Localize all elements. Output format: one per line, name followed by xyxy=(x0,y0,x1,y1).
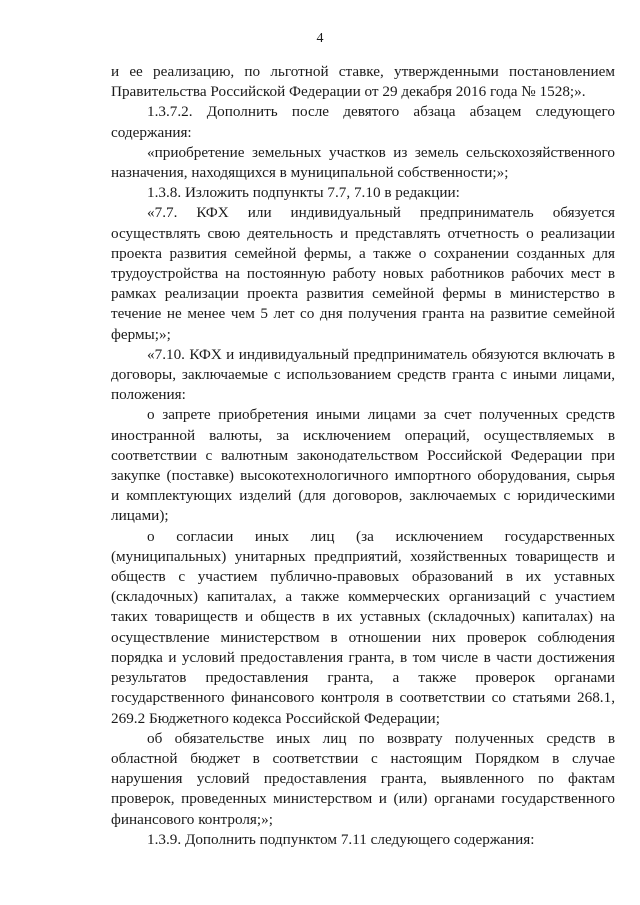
paragraph-1-3-8: 1.3.8. Изложить подпункты 7.7, 7.10 в редакции: xyxy=(147,184,460,202)
document-body xyxy=(111,62,615,850)
paragraph-audit-consent: о согласии иных лиц (за исключением государственных (муниципальных) унитарных предприятий, хозяйственных товариществ и обществ с участием публично-правовых образований в их уставных (складочных) капиталах, а также коммерческих организаций с участием таких товариществ и обществ в их уставных (складочных) капиталах) на осуществление министерством в отношении них проверок соблюдения порядка и условий предоставления гранта, в том числе в части достижения результатов предоставления гранта, а также проверок органами государственного финансового контроля в соответствии со статьями 268.1, 269.2 Бюджетного кодекса Российской Федерации; xyxy=(111,527,615,727)
paragraph-1-3-7-2: 1.3.7.2. Дополнить после девятого абзаца абзацем следующего содержания: xyxy=(111,103,615,141)
paragraph-7-7: «7.7. КФХ или индивидуальный предприниматель обязуется осуществлять свою деятельность и представлять отчетность о реализации проекта развития семейной фермы, а также о сохранении созданных для трудоустройства на постоянную работу новых работников рабочих мест в рамках реализации проекта развития семейной фермы в министерство в течение не менее чем 5 лет со дня получения гранта на развитие семейной фермы;»; xyxy=(111,204,615,343)
paragraph-1-3-9: 1.3.9. Дополнить подпунктом 7.11 следующего содержания: xyxy=(147,830,535,848)
paragraph-continuation: и ее реализацию, по льготной ставке, утвержденными постановлением Правительства Российской Федерации от 29 декабря 2016 года № 1528;». xyxy=(111,63,615,101)
paragraph-currency-ban: о запрете приобретения иными лицами за счет полученных средств иностранной валюты, за исключением операций, осуществляемых в соответствии с валютным законодательством Российской Федерации при закупке (поставке) высокотехнологичного импортного оборудования, сырья и комплектующих изделий (для договоров, заключаемых с юридическими лицами); xyxy=(111,406,615,525)
paragraph-land-acquisition: «приобретение земельных участков из земель сельскохозяйственного назначения, находящихся в муниципальной собственности;»; xyxy=(111,143,615,182)
page-number: 4 xyxy=(316,31,324,46)
paragraph-7-10: «7.10. КФХ и индивидуальный предприниматель обязуются включать в договоры, заключаемые с использованием средств гранта с иными лицами, положения: xyxy=(111,345,615,404)
paragraph-refund-obligation: об обязательстве иных лиц по возврату полученных средств в областной бюджет в соответствии с настоящим Порядком в случае нарушения условий предоставления гранта, выявленного по фактам проверок, проведенных министерством и (или) органами государственного финансового контроля;»; xyxy=(111,729,615,828)
